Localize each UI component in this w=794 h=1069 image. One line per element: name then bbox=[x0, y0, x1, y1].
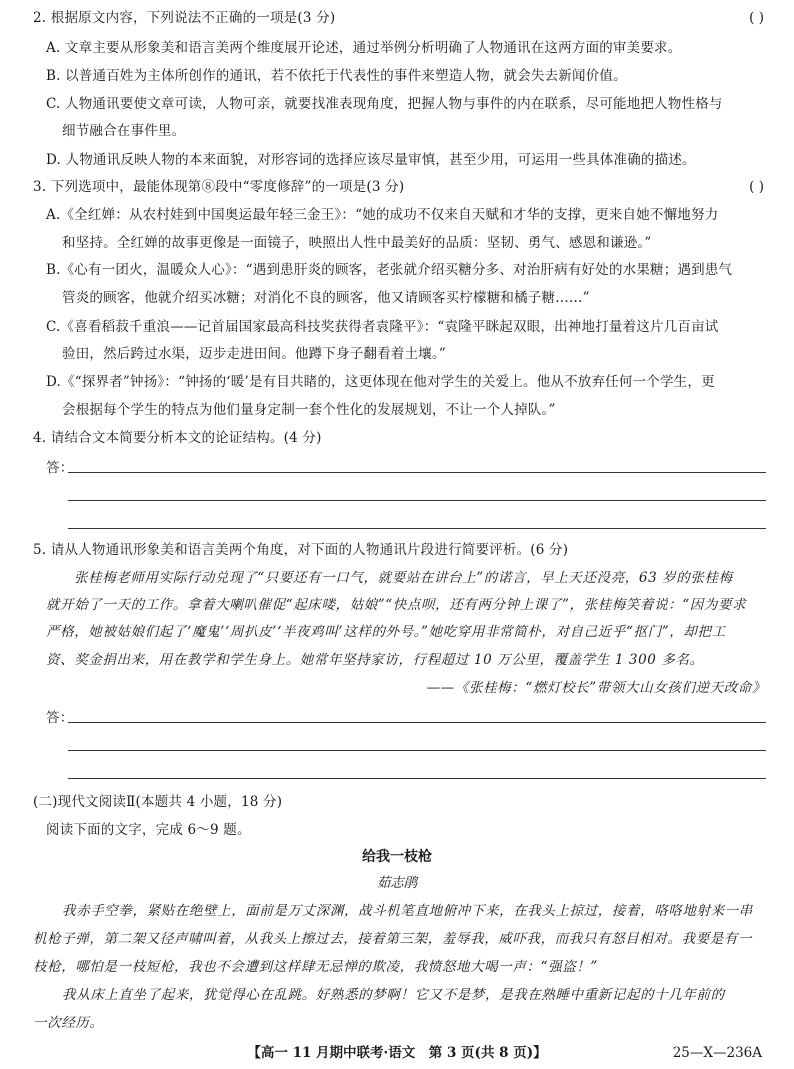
q2-option-c-line2: 细节融合在事件里。 bbox=[62, 123, 186, 139]
q3-answer-paren: ( ) bbox=[749, 179, 764, 195]
q2-answer-paren: ( ) bbox=[749, 10, 764, 26]
q5-passage-line1: 张桂梅老师用实际行动兑现了“只要还有一口气，就要站在讲台上”的诺言，早上天还没亮，63 岁的张桂梅 bbox=[74, 570, 733, 586]
q2-option-c-line1: C. 人物通讯要使文章可读，人物可亲，就要找准表现角度，把握人物与事件的内在联系，尽可能地把人物性格与 bbox=[46, 96, 723, 112]
q5-passage-line3: 严格，她被姑娘们起了‘魔鬼’‘周扒皮’‘半夜鸡叫’这样的外号。”她吃穿用非常简朴，对自己近乎“抠门”，却把工 bbox=[46, 624, 726, 640]
q4-answer-label: 答： bbox=[46, 460, 74, 476]
section2-intro: 阅读下面的文字，完成 6～9 题。 bbox=[46, 822, 251, 838]
q3-option-b-line2: 管炎的顾客，他就介绍买冰糖；对消化不良的顾客，他又请顾客买柠檬糖和橘子糖……” bbox=[62, 290, 590, 306]
story-para1-line2: 机枪子弹，第二架又径声啸叫着，从我头上擦过去，接着第三架，羞辱我，威吓我，而我只有怒目相对。我要是有一 bbox=[33, 931, 753, 947]
q4-answer-line-2[interactable] bbox=[68, 500, 766, 501]
q3-option-d-line1: D.《“探界者”钟扬》：“钟扬的‘暖’是有目共睹的，这更体现在他对学生的关爱上。他从不放弃任何一个学生，更 bbox=[46, 374, 715, 390]
q2-option-b: B. 以普通百姓为主体所创作的通讯，若不依托于代表性的事件来塑造人物，就会失去新闻价值。 bbox=[46, 68, 627, 84]
q5-answer-line-3[interactable] bbox=[68, 778, 766, 779]
q5-stem: 5. 请从人物通讯形象美和语言美两个角度，对下面的人物通讯片段进行简要评析。(6 分) bbox=[33, 542, 569, 558]
q3-option-d-line2: 会根据每个学生的特点为他们量身定制一套个性化的发展规划，不让一个人掉队。” bbox=[62, 402, 556, 418]
q3-option-a-line2: 和坚持。全红婵的故事更像是一面镜子，映照出人性中最美好的品质：坚韧、勇气、感恩和谦逊。” bbox=[62, 235, 652, 251]
q3-option-c-line2: 验田，然后跨过水渠，迈步走进田间。他蹲下身子翻看着土壤。” bbox=[62, 346, 446, 362]
q2-stem: 2. 根据原文内容，下列说法不正确的一项是(3 分) bbox=[33, 10, 336, 26]
q5-answer-line-2[interactable] bbox=[68, 750, 766, 751]
story-para1-line3: 枝枪，哪怕是一枝短枪，我也不会遭到这样肆无忌惮的欺凌，我愤怒地大喝一声：“强盗！” bbox=[33, 959, 598, 975]
q3-option-b-line1: B.《心有一团火，温暖众人心》：“遇到患肝炎的顾客，老张就介绍买糖分多、对治肝病有好处的水果糖；遇到患气 bbox=[46, 262, 733, 278]
q3-option-c-line1: C.《喜看稻菽千重浪——记首届国家最高科技奖获得者袁隆平》：“袁隆平眯起双眼，出神地打量着这片几百亩试 bbox=[46, 319, 719, 335]
q5-passage-line2: 就开始了一天的工作。拿着大喇叭催促“起床喽，姑娘”“快点呗，还有两分钟上课了”，张桂梅笑着说：“因为要求 bbox=[46, 597, 747, 613]
story-para1-line1: 我赤手空拳，紧贴在绝壁上，面前是万丈深渊，战斗机笔直地俯冲下来，在我头上掠过，接着，咯咯地射来一串 bbox=[62, 903, 753, 919]
section2-heading: (二)现代文阅读Ⅱ(本题共 4 小题，18 分) bbox=[33, 794, 283, 810]
story-title: 给我一枝枪 bbox=[362, 849, 432, 865]
story-para2-line1: 我从床上直坐了起来，犹觉得心在乱跳。好熟悉的梦啊！它又不是梦，是我在熟睡中重新记起的十几年前的 bbox=[62, 987, 725, 1003]
exam-code: 25—X—236A bbox=[672, 1045, 762, 1061]
q4-answer-line-3[interactable] bbox=[68, 528, 766, 529]
q4-stem: 4. 请结合文本简要分析本文的论证结构。(4 分) bbox=[33, 430, 322, 446]
q5-passage-source: ——《张桂梅：“燃灯校长”带领大山女孩们逆天改命》 bbox=[426, 680, 766, 696]
q5-passage-line4: 资、奖金捐出来，用在教学和学生身上。她常年坚持家访，行程超过 10 万公里，覆盖学生 1 300 多名。 bbox=[46, 652, 704, 668]
story-para2-line2: 一次经历。 bbox=[33, 1015, 104, 1031]
q5-answer-label: 答： bbox=[46, 710, 74, 726]
story-author: 茹志鹃 bbox=[376, 875, 418, 891]
q3-stem: 3. 下列选项中，最能体现第⑧段中“零度修辞”的一项是(3 分) bbox=[33, 179, 405, 195]
q3-option-a-line1: A.《全红婵：从农村娃到中国奥运最年轻三金王》：“她的成功不仅来自天赋和才华的支撑，更来自她不懈地努力 bbox=[46, 207, 719, 223]
page-footer: 【高一 11 月期中联考·语文 第 3 页(共 8 页)】 bbox=[247, 1045, 547, 1061]
q2-option-a: A. 文章主要从形象美和语言美两个维度展开论述，通过举例分析明确了人物通讯在这两方面的审美要求。 bbox=[46, 40, 682, 56]
q5-answer-line-1[interactable] bbox=[68, 722, 766, 723]
q4-answer-line-1[interactable] bbox=[68, 472, 766, 473]
q2-option-d: D. 人物通讯反映人物的本来面貌，对形容词的选择应该尽量审慎，甚至少用，可运用一些具体准确的描述。 bbox=[46, 152, 696, 168]
